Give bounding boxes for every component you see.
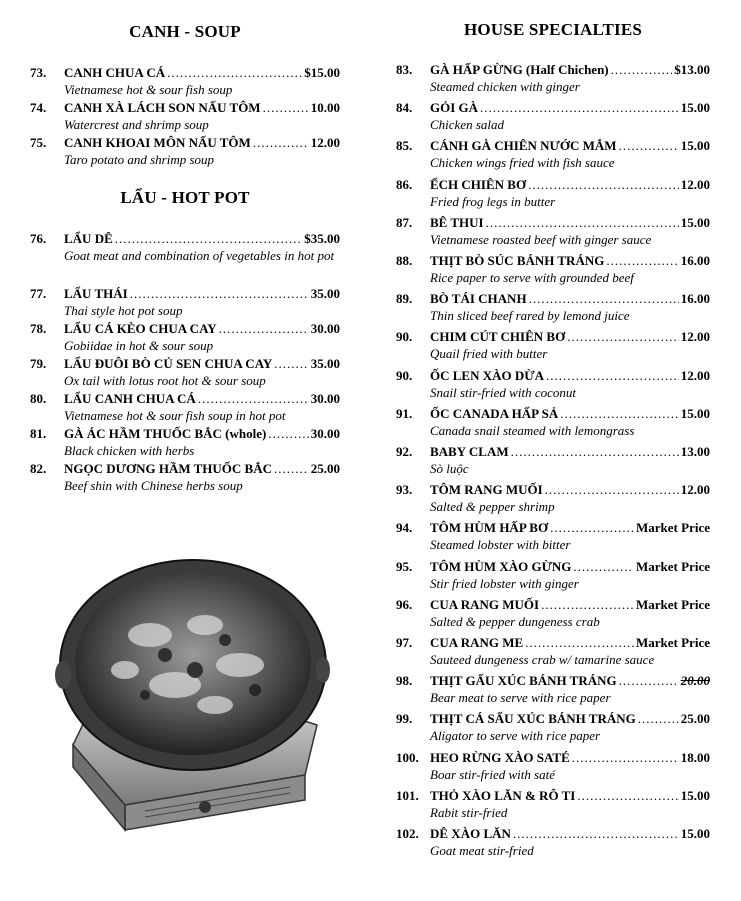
menu-item-name: THỎ XÀO LĂN & RÔ TI xyxy=(430,787,576,803)
dot-leader xyxy=(529,290,679,308)
menu-item-line xyxy=(396,252,710,270)
menu-item-name: LẨU CANH CHUA CÁ xyxy=(64,391,196,406)
menu-item-description: Canada snail steamed with lemongrass xyxy=(430,422,635,438)
dot-leader xyxy=(130,285,309,303)
menu-item-price: 35.00 xyxy=(310,356,340,371)
menu-item-price: 15.00 xyxy=(680,138,710,154)
menu-item-price: 20.00 xyxy=(680,673,710,689)
menu-item-price: 12.00 xyxy=(680,176,710,192)
menu-item-name: GỎI GÀ xyxy=(430,100,479,116)
menu-item-line xyxy=(396,328,710,346)
menu-item xyxy=(396,99,710,133)
menu-item-price: 30.00 xyxy=(310,391,340,406)
menu-item-name: ỐC LEN XÀO DỪA xyxy=(430,367,544,383)
menu-item-line xyxy=(396,367,710,385)
menu-item-price: 25.00 xyxy=(680,711,710,727)
dot-leader xyxy=(638,710,679,728)
menu-item-number: 82. xyxy=(30,461,47,476)
menu-item xyxy=(396,176,710,210)
menu-item xyxy=(396,328,710,362)
menu-item-line xyxy=(396,61,710,79)
menu-item-name: GÀ HẤP GỪNG (Half Chichen) xyxy=(430,62,609,77)
menu-item-number: 99. xyxy=(396,711,413,727)
menu-item-name: NGỌC DƯƠNG HẦM THUỐC BẮC xyxy=(64,461,272,476)
menu-item xyxy=(30,99,340,133)
menu-item-description: Quail fried with butter xyxy=(430,346,548,362)
menu-item-description: Chicken wings fried with fish sauce xyxy=(430,155,615,171)
menu-item xyxy=(30,460,340,494)
menu-item-description: Rice paper to serve with grounded beef xyxy=(430,270,634,285)
menu-item xyxy=(396,137,710,171)
menu-item-description: Thin sliced beef rared by lemond juice xyxy=(430,308,630,324)
menu-item xyxy=(30,390,340,424)
dot-leader xyxy=(528,176,679,194)
menu-item xyxy=(396,634,710,668)
menu-item-number: 95. xyxy=(396,558,413,574)
dot-leader xyxy=(546,367,679,385)
menu-item-number: 77. xyxy=(30,286,47,301)
menu-item-description: Bear meat to serve with rice paper xyxy=(430,690,611,706)
menu-item xyxy=(396,710,710,744)
menu-item-name: CHIM CÚT CHIÊN BƠ xyxy=(430,329,566,345)
dot-leader xyxy=(513,825,679,843)
menu-item-line xyxy=(396,137,710,155)
menu-item-price: 30.00 xyxy=(310,321,340,336)
menu-item-price: 10.00 xyxy=(310,100,340,115)
menu-item-price: Market Price xyxy=(636,520,710,536)
menu-item-price: $15.00 xyxy=(304,65,340,80)
menu-item-price: 30.00 xyxy=(310,426,340,441)
menu-item-name: GÀ ÁC HẦM THUỐC BẮC (whole) xyxy=(64,426,267,441)
dot-leader xyxy=(619,672,679,690)
menu-item-price: $35.00 xyxy=(304,231,340,246)
menu-item-number: 89. xyxy=(396,291,413,307)
dot-leader xyxy=(480,99,679,117)
menu-item-name: CUA RANG MUỐI xyxy=(430,596,540,612)
menu-item xyxy=(396,596,710,630)
menu-item-line xyxy=(30,134,340,152)
menu-item-name: ẾCH CHIÊN BƠ xyxy=(430,176,527,192)
menu-item-name: DÊ XÀO LĂN xyxy=(430,826,511,841)
menu-item-number: 75. xyxy=(30,135,47,150)
menu-item-price: 16.00 xyxy=(680,291,710,307)
menu-item-number: 91. xyxy=(396,405,413,421)
dot-leader xyxy=(525,634,634,652)
menu-item-name: CANH XÀ LÁCH SON NẤU TÔM xyxy=(64,100,261,115)
menu-item xyxy=(30,355,340,389)
menu-item-line xyxy=(396,443,710,461)
menu-item-description: Taro potato and shrimp soup xyxy=(64,152,215,167)
menu-item-number: 83. xyxy=(396,62,413,77)
menu-item-line xyxy=(30,460,340,478)
menu-item-description: Fried frog legs in butter xyxy=(430,193,556,209)
menu-item-line xyxy=(30,390,340,408)
menu-item-number: 94. xyxy=(396,520,413,536)
dot-leader xyxy=(253,134,309,152)
menu-item-number: 87. xyxy=(396,214,413,230)
menu-item-line xyxy=(30,285,340,303)
menu-item-price: 12.00 xyxy=(310,135,340,150)
menu-item xyxy=(396,252,710,286)
dot-leader xyxy=(115,230,302,248)
dot-leader xyxy=(263,99,309,117)
menu-item xyxy=(396,367,710,401)
dot-leader xyxy=(268,425,308,443)
menu-item-number: 97. xyxy=(396,635,413,650)
menu-item-name: BÒ TÁI CHANH xyxy=(430,291,527,307)
menu-item-line xyxy=(396,99,710,117)
menu-item-number: 78. xyxy=(30,321,47,336)
menu-item-number: 85. xyxy=(396,138,413,154)
menu-item xyxy=(396,749,710,783)
menu-item-price: 12.00 xyxy=(680,367,710,383)
menu-item-line xyxy=(396,710,710,728)
menu-item-price: 15.00 xyxy=(680,787,710,803)
menu-item-name: CANH KHOAI MÔN NẤU TÔM xyxy=(64,135,251,150)
dot-leader xyxy=(611,61,673,79)
dot-leader xyxy=(545,481,679,499)
menu-item-description: Sò luộc xyxy=(430,461,469,476)
menu-item-price: 12.00 xyxy=(680,329,710,345)
menu-item-number: 74. xyxy=(30,100,47,115)
menu-item-description: Chicken salad xyxy=(430,117,505,133)
menu-item-description: Sauteed dungeness crab w/ tamarine sauce xyxy=(430,652,655,667)
menu-item-line xyxy=(396,558,710,576)
menu-item-name: BÊ THUI xyxy=(430,214,484,230)
menu-item-description: Gobiidae in hot & sour soup xyxy=(64,338,214,353)
menu-item-price: Market Price xyxy=(636,635,710,650)
menu-item-name: LẨU DÊ xyxy=(64,231,113,246)
menu-item-price: 15.00 xyxy=(680,405,710,421)
menu-item xyxy=(396,787,710,821)
menu-item-description: Watercrest and shrimp soup xyxy=(64,117,209,132)
hot-pot-on-stove-photo xyxy=(55,555,330,840)
menu-item-line xyxy=(396,290,710,308)
menu-item-name: LẨU ĐUÔI BÒ CỦ SEN CHUA CAY xyxy=(64,356,273,371)
menu-item-description: Vietnamese roasted beef with ginger sauce xyxy=(430,231,652,247)
menu-item xyxy=(30,64,340,98)
menu-item-number: 92. xyxy=(396,444,413,459)
menu-item-price: 25.00 xyxy=(310,461,340,476)
menu-item-number: 76. xyxy=(30,231,47,246)
menu-item-description: Steamed chicken with ginger xyxy=(430,79,580,94)
menu-item-line xyxy=(396,176,710,194)
dot-leader xyxy=(274,460,309,478)
menu-item-number: 101. xyxy=(396,787,419,803)
menu-item-line xyxy=(396,214,710,232)
dot-leader xyxy=(486,214,679,232)
menu-item-name: HEO RỪNG XÀO SATÉ xyxy=(430,749,570,765)
menu-item-number: 79. xyxy=(30,356,47,371)
menu-item-line xyxy=(30,230,340,248)
dot-leader xyxy=(511,443,679,461)
menu-item-description: Salted & pepper shrimp xyxy=(430,499,555,515)
menu-item-number: 96. xyxy=(396,596,413,612)
menu-item-description: Salted & pepper dungeness crab xyxy=(430,613,600,629)
menu-item-name: CÁNH GÀ CHIÊN NƯỚC MẮM xyxy=(430,138,617,154)
menu-item-description: Boar stir-fried with saté xyxy=(430,766,556,782)
dot-leader xyxy=(606,252,678,270)
menu-item xyxy=(30,425,340,459)
menu-item-description: Vietnamese hot & sour fish soup xyxy=(64,82,233,97)
menu-item xyxy=(396,443,710,477)
dot-leader xyxy=(577,787,678,805)
dot-leader xyxy=(567,328,679,346)
menu-item-price: 13.00 xyxy=(680,444,710,459)
dot-leader xyxy=(219,320,309,338)
menu-item-price: Market Price xyxy=(636,596,710,612)
menu-item xyxy=(396,558,710,592)
menu-item-line xyxy=(396,672,710,690)
menu-item-description: Rabit stir-fried xyxy=(430,804,508,820)
menu-item-line xyxy=(30,64,340,82)
menu-item xyxy=(30,285,340,319)
menu-item-description: Steamed lobster with bitter xyxy=(430,537,571,553)
menu-item-description: Black chicken with herbs xyxy=(64,443,195,458)
menu-item-number: 73. xyxy=(30,65,47,80)
dot-leader xyxy=(167,64,302,82)
menu-item-number: 80. xyxy=(30,391,47,406)
menu-item-description: Goat meat and combination of vegetables in hot pot xyxy=(64,248,335,263)
menu-item-description: Beef shin with Chinese herbs soup xyxy=(64,478,243,493)
menu-item-price: 18.00 xyxy=(680,749,710,765)
dot-leader xyxy=(274,355,308,373)
dot-leader xyxy=(560,405,679,423)
menu-item-line xyxy=(30,355,340,373)
menu-item-line xyxy=(396,825,710,843)
hotpot-section-title: LẨU - HOT POT xyxy=(120,188,250,207)
menu-item xyxy=(396,61,710,95)
menu-item-description: Thai style hot pot soup xyxy=(64,303,183,318)
menu-item-price: $13.00 xyxy=(674,62,710,77)
soup-section-title: CANH - SOUP xyxy=(129,22,241,41)
menu-item-line xyxy=(396,519,710,537)
menu-item-line xyxy=(396,596,710,614)
menu-item-number: 88. xyxy=(396,253,413,268)
menu-item-description: Vietnamese hot & sour fish soup in hot pot xyxy=(64,408,286,423)
menu-item-line xyxy=(396,405,710,423)
menu-item-name: LẨU THÁI xyxy=(64,286,128,301)
menu-item-number: 81. xyxy=(30,426,47,441)
dot-leader xyxy=(550,519,634,537)
specialties-section-title: HOUSE SPECIALTIES xyxy=(463,20,643,39)
menu-item xyxy=(396,481,710,515)
dot-leader xyxy=(619,137,679,155)
menu-item-name: TÔM HÙM XÀO GỪNG xyxy=(430,558,572,574)
menu-item-price: 15.00 xyxy=(680,100,710,116)
menu-item-number: 86. xyxy=(396,176,413,192)
menu-item-line xyxy=(396,634,710,652)
menu-item-price: 35.00 xyxy=(310,286,340,301)
menu-item-price: 16.00 xyxy=(680,253,710,268)
menu-item-line xyxy=(30,99,340,117)
menu-item-name: THỊT GẤU XÚC BÁNH TRÁNG xyxy=(430,673,617,689)
menu-item xyxy=(396,825,710,859)
menu-item xyxy=(396,290,710,324)
dot-leader xyxy=(572,749,679,767)
menu-item xyxy=(30,320,340,354)
dot-leader xyxy=(198,390,309,408)
menu-item-price: 12.00 xyxy=(680,482,710,498)
menu-item-line xyxy=(30,425,340,443)
menu-item-number: 84. xyxy=(396,100,413,116)
menu-item-name: CUA RANG ME xyxy=(430,635,524,650)
menu-item-description: Stir fried lobster with ginger xyxy=(430,575,579,591)
menu-item xyxy=(396,672,710,706)
menu-item-number: 102. xyxy=(396,826,419,841)
menu-item-line xyxy=(396,749,710,767)
menu-item-name: ỐC CANADA HẤP SẢ xyxy=(430,405,559,421)
menu-item-line xyxy=(396,787,710,805)
menu-item-price: 15.00 xyxy=(680,826,710,841)
menu-item-number: 93. xyxy=(396,482,413,498)
menu-item-name: CANH CHUA CÁ xyxy=(64,65,166,80)
menu-item-line xyxy=(30,320,340,338)
menu-item-number: 98. xyxy=(396,673,413,689)
dot-leader xyxy=(573,558,634,576)
menu-item-name: BABY CLAM xyxy=(430,444,509,459)
menu-item-name: LẨU CÁ KÈO CHUA CAY xyxy=(64,321,217,336)
menu-item-description: Goat meat stir-fried xyxy=(430,843,534,858)
menu-item-line xyxy=(396,481,710,499)
menu-item-description: Aligator to serve with rice paper xyxy=(430,728,601,744)
menu-item-name: THỊT CÁ SẤU XÚC BÁNH TRÁNG xyxy=(430,711,636,727)
menu-item-description: Ox tail with lotus root hot & sour soup xyxy=(64,373,266,388)
menu-item-price: Market Price xyxy=(636,558,710,574)
menu-item xyxy=(30,230,340,264)
menu-item-price: 15.00 xyxy=(680,214,710,230)
menu-item xyxy=(396,405,710,439)
dot-leader xyxy=(541,596,634,614)
menu-item-name: THỊT BÒ SÚC BÁNH TRÁNG xyxy=(430,253,605,268)
menu-item-number: 100. xyxy=(396,749,419,765)
menu-item-name: TÔM RANG MUỐI xyxy=(430,482,543,498)
menu-item xyxy=(396,519,710,553)
menu-item-name: TÔM HÙM HẤP BƠ xyxy=(430,520,549,536)
menu-item xyxy=(396,214,710,248)
menu-item-description: Snail stir-fried with coconut xyxy=(430,384,576,400)
menu-item xyxy=(30,134,340,168)
menu-item-number: 90. xyxy=(396,329,413,345)
menu-item-number: 90. xyxy=(396,367,413,383)
